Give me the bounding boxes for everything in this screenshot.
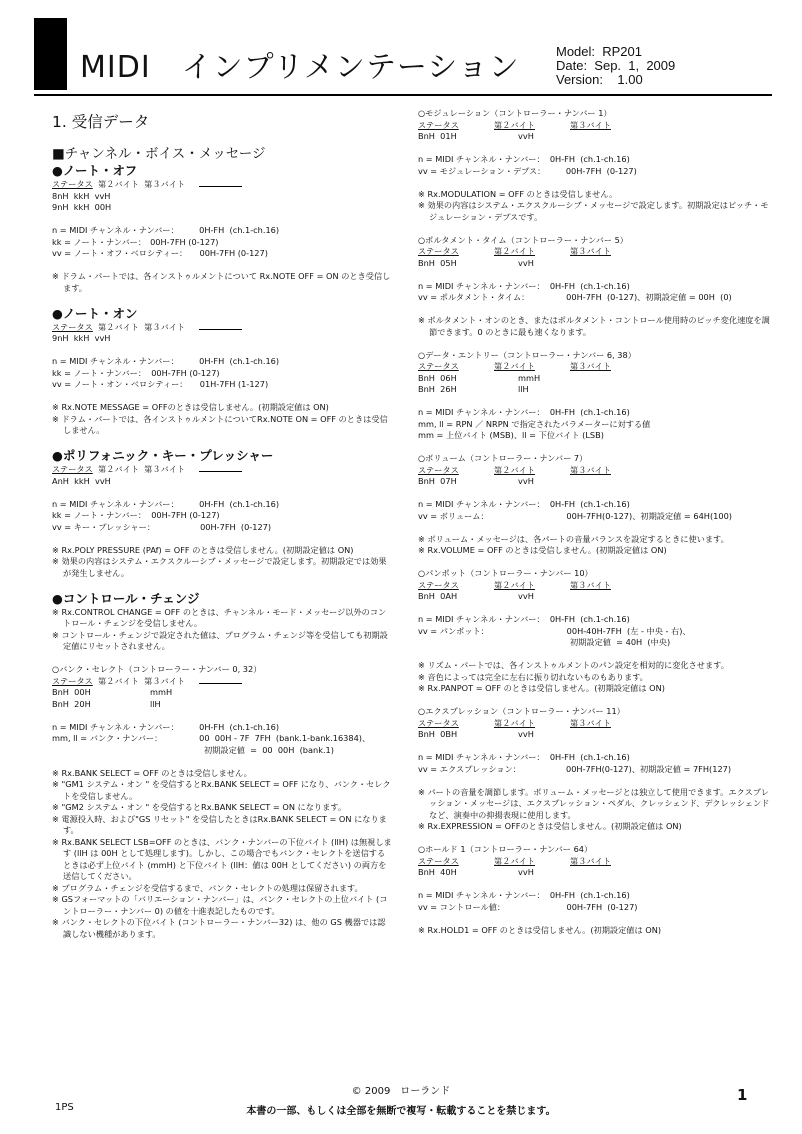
control-change-heading: ●コントロール・チェンジ: [52, 590, 200, 606]
portamento-heading: ○ポルタメント・タイム（コントローラー・ナンバー 5）: [418, 234, 628, 245]
param-n: n = MIDI チャンネル・ナンバー： 0H-FH (ch.1-ch.16): [52, 498, 280, 509]
note: ※ パートの音量を調節します。ボリューム・メッセージとは独立して使用できます。エクスプレッション・メッセージは、エクスプレッション・ペダル、クレッシェンド、デクレッシェンドなど、演奏中の抑揚表現に使用します。: [418, 786, 770, 820]
note: ※ バンク・セレクトの下位バイト (コントローラー・ナンバー32) は、他の GS 機器では認識しない機種があります。: [52, 917, 386, 939]
message-bytes: BnH 05H: [418, 257, 457, 268]
note: ※ ボリューム・メッセージは、各パートの音量バランスを設定するときに使います。: [418, 533, 729, 544]
param-vv: vv = キー・プレッシャー： 00H-7FH (0-127): [52, 521, 272, 532]
note: ※ 効果の内容はシステム・エクスクルーシブ・メッセージで設定します。初期設定はピッチ・モジュレーション・デプスです。: [418, 200, 769, 222]
note: ※ Rx.BANK SELECT LSB=OFF のときは、バンク・ナンバーの下位バイト (llH) は無視します (llH は 00H として処理します)。しかし、この場合でもバンク・セレクトを送信するときは必ず上位バイト (mmH) と下位バイト (llH：値は 00H としてください) の両方を送信してください。: [52, 836, 392, 881]
message-value: vvH: [518, 729, 534, 739]
expression-heading: ○エクスプレッション（コントローラー・ナンバー 11）: [418, 706, 625, 716]
byte2-label: 第２バイト: [494, 119, 535, 130]
byte3-label: 第３バイト: [144, 321, 186, 332]
byte2-label: 第２バイト: [98, 464, 139, 474]
underline-blank: [199, 464, 242, 472]
note: ※ Rx.BANK SELECT = OFF のときは受信しません。: [52, 767, 252, 778]
param-default: 初期設定値 = 00 00H (bank.1): [204, 744, 334, 755]
param-vv: vv = モジュレーション・デプス： 00H-7FH (0-127): [418, 165, 637, 176]
param-vv: vv = ポルタメント・タイム： 00H-7FH (0-127)、初期設定値 = 00H (0): [418, 292, 732, 302]
message-row: AnH kkH vvH: [52, 475, 111, 486]
param-n: n = MIDI チャンネル・ナンバー： 0H-FH (ch.1-ch.16): [418, 499, 630, 509]
note: ※ Rx.PANPOT = OFF のときは受信しません。(初期設定値は ON): [418, 683, 665, 693]
message-bytes: BnH 0AH: [418, 591, 458, 601]
status-header-row: [418, 580, 772, 592]
status-header-row: [418, 120, 772, 132]
param-n: n = MIDI チャンネル・ナンバー： 0H-FH (ch.1-ch.16): [418, 752, 630, 762]
status-header-row: [418, 246, 772, 258]
doc-code: 1PS: [55, 1102, 74, 1113]
message-row: [52, 687, 392, 699]
param-n: n = MIDI チャンネル・ナンバー： 0H-FH (ch.1-ch.16): [418, 407, 630, 417]
param-n: n = MIDI チャンネル・ナンバー： 0H-FH (ch.1-ch.16): [418, 280, 630, 291]
version-line: Version: 1.00: [556, 72, 643, 87]
message-row: [418, 384, 772, 396]
param-vv: vv = エクスプレッション： 00H-7FH(0-127)、初期設定値 = 7FH(127): [418, 763, 732, 774]
note: ※ "GM1 システム・オン " を受信するとRx.BANK SELECT = OFF になり、バンク・セレクトを受信しません。: [52, 779, 391, 801]
underline-blank: [199, 676, 242, 684]
message-row: [418, 729, 772, 741]
message-row: [418, 373, 772, 385]
message-bytes: BnH 00H: [52, 687, 91, 697]
note: ※ Rx.EXPRESSION = OFFのときは受信しません。(初期設定値は ON): [418, 821, 682, 831]
message-bytes: BnH 07H: [418, 476, 457, 486]
note: ※ ドラム・パートでは、各インストゥルメントについて Rx.NOTE OFF = ON のとき受信します。: [52, 271, 391, 293]
byte3-label: 第３バイト: [144, 464, 186, 474]
message-value: mmH: [150, 687, 173, 697]
status-label: ステータス: [418, 579, 459, 590]
panpot-heading: ○パンポット（コントローラー・ナンバー 10）: [418, 568, 593, 578]
message-value: vvH: [518, 131, 534, 141]
byte2-label: 第２バイト: [98, 179, 139, 189]
param-n: n = MIDI チャンネル・ナンバー： 0H-FH (ch.1-ch.16): [418, 154, 630, 164]
message-row: 9nH kkH vvH: [52, 333, 111, 343]
copy-notice: 本書の一部、もしくは全部を無断で複写・転載することを禁じます。: [246, 1106, 556, 1117]
byte3-label: 第３バイト: [570, 579, 611, 590]
byte2-label: 第２バイト: [494, 361, 535, 371]
status-label: ステータス: [418, 246, 459, 256]
status-label: ステータス: [418, 464, 459, 475]
underline-blank: [199, 322, 242, 330]
hold-heading: ○ホールド 1（コントローラー・ナンバー 64）: [418, 844, 593, 854]
header-black-bar: [34, 18, 67, 90]
byte2-label: 第２バイト: [494, 855, 535, 866]
status-label: ステータス: [52, 179, 93, 189]
note: ※ "GM2 システム・オン " を受信するとRx.BANK SELECT = ON になります。: [52, 802, 347, 812]
message-row: [418, 476, 772, 488]
param-default: 初期設定値 = 40H (中央): [570, 637, 671, 647]
note: ※ GSフォーマットの「バリエーション・ナンバー」は、バンク・セレクトの上位バイト (コントローラー・ナンバー 0) の値を十進表記したものです。: [52, 894, 388, 916]
message-bytes: BnH 40H: [418, 867, 457, 877]
byte3-label: 第３バイト: [570, 464, 611, 475]
data-entry-heading: ○データ・エントリー（コントローラー・ナンバー 6, 38）: [418, 349, 636, 360]
param-vv: vv = ノート・オン・ベロシティー： 01H-7FH (1-127): [52, 379, 269, 389]
param-vv: vv = ノート・オフ・ベロシティー： 00H-7FH (0-127): [52, 248, 268, 258]
param-vv: vv = ボリューム： 00H-7FH(0-127)、初期設定値 = 64H(100): [418, 510, 732, 521]
message-bytes: BnH 0BH: [418, 729, 458, 739]
byte3-label: 第３バイト: [144, 675, 186, 686]
note: ※ ポルタメント・オンのとき、またはポルタメント・コントロール使用時のピッチ変化速度を調節できます。0 のときに最も速くなります。: [418, 315, 770, 337]
date-line: Date: Sep. 1, 2009: [556, 58, 676, 73]
byte3-label: 第３バイト: [570, 246, 611, 256]
status-label: ステータス: [52, 464, 93, 474]
message-value: mmH: [518, 372, 541, 383]
param-mm: mm, ll = バンク・ナンバー： 00 00H - 7F 7FH (bank.1-bank.16384)、: [52, 733, 371, 743]
message-row: [52, 699, 392, 711]
status-header-row: [52, 464, 392, 476]
message-row: [418, 258, 772, 270]
message-row: [418, 591, 772, 603]
param-vv: vv = コントロール値： 00H-7FH (0-127): [418, 901, 638, 912]
status-header-row: [418, 361, 772, 373]
poly-pressure-heading: ●ポリフォニック・キー・プレッシャー: [52, 448, 274, 463]
section-heading: 1. 受信データ: [52, 113, 150, 131]
byte2-label: 第２バイト: [98, 321, 139, 332]
status-header-row: [418, 465, 772, 477]
note: ※ ドラム・パートでは、各インストゥルメントについてRx.NOTE ON = OFF のときは受信しません。: [52, 413, 388, 435]
param-mm-detail: mm = 上位バイト (MSB)、ll = 下位バイト (LSB): [418, 430, 604, 440]
status-label: ステータス: [52, 675, 93, 686]
subsection-heading: ■チャンネル・ボイス・メッセージ: [52, 146, 266, 162]
byte2-label: 第２バイト: [494, 246, 535, 256]
byte2-label: 第２バイト: [98, 675, 139, 686]
param-vv: vv = パンポット： 00H-40H-7FH (左 - 中央 - 右)、: [418, 625, 691, 636]
note-off-heading: ●ノート・オフ: [52, 163, 138, 178]
byte3-label: 第３バイト: [570, 361, 611, 371]
status-label: ステータス: [418, 119, 459, 130]
note-on-heading: ●ノート・オン: [52, 305, 138, 321]
status-header-row: [52, 322, 392, 334]
copyright: © 2009 ローランド: [351, 1086, 451, 1097]
message-row: [418, 131, 772, 143]
header-rule: [34, 94, 772, 96]
note: ※ コントロール・チェンジで設定された値は、プログラム・チェンジ等を受信しても初期設定値にリセットされません。: [52, 629, 388, 651]
status-label: ステータス: [52, 321, 93, 332]
message-row: 9nH kkH 00H: [52, 202, 112, 212]
message-bytes: BnH 20H: [52, 698, 91, 709]
note: ※ 音色によっては完全に左右に振り切れないものもあります。: [418, 671, 648, 682]
note: ※ Rx.CONTROL CHANGE = OFF のときは、チャンネル・モード・メッセージ以外のコントロール・チェンジを受信しません。: [52, 606, 387, 628]
page-title: MIDI インプリメンテーション: [80, 50, 520, 85]
message-value: llH: [150, 698, 161, 709]
param-n: n = MIDI チャンネル・ナンバー： 0H-FH (ch.1-ch.16): [52, 225, 280, 235]
message-value: vvH: [518, 591, 534, 601]
underline-blank: [199, 179, 242, 187]
model-info: [556, 45, 675, 87]
status-header-row: [418, 718, 772, 730]
modulation-heading: ○モジュレーション（コントローラー・ナンバー 1）: [418, 108, 612, 118]
note: ※ Rx.HOLD1 = OFF のときは受信しません。(初期設定値は ON): [418, 924, 662, 935]
param-n: n = MIDI チャンネル・ナンバー： 0H-FH (ch.1-ch.16): [52, 721, 280, 732]
param-kk: kk = ノート・ナンバー： 00H-7FH (0-127): [52, 367, 220, 378]
byte3-label: 第３バイト: [570, 119, 611, 130]
param-kk: kk = ノート・ナンバー： 00H-7FH (0-127): [52, 236, 219, 247]
message-row: 8nH kkH vvH: [52, 190, 111, 201]
volume-heading: ○ボリューム（コントローラー・ナンバー 7）: [418, 453, 588, 463]
message-value: vvH: [518, 257, 534, 268]
byte3-label: 第３バイト: [144, 179, 186, 189]
status-header-row: [418, 856, 772, 868]
message-value: vvH: [518, 867, 534, 877]
status-label: ステータス: [418, 717, 459, 728]
param-mm: mm, ll = RPN ／ NRPN で指定されたパラメーターに対する値: [418, 418, 651, 429]
status-header-row: [52, 179, 392, 191]
status-label: ステータス: [418, 855, 459, 866]
message-bytes: BnH 06H: [418, 372, 457, 383]
message-row: [418, 867, 772, 879]
message-value: vvH: [518, 476, 534, 486]
note: ※ Rx.POLY PRESSURE (PAf) = OFF のときは受信しません。(初期設定値は ON): [52, 544, 354, 555]
bank-select-heading: ○バンク・セレクト（コントローラー・ナンバー 0, 32）: [52, 664, 262, 674]
left-column: [52, 108, 392, 940]
param-n: n = MIDI チャンネル・ナンバー： 0H-FH (ch.1-ch.16): [52, 356, 280, 366]
param-n: n = MIDI チャンネル・ナンバー： 0H-FH (ch.1-ch.16): [418, 614, 630, 624]
page-number: 1: [737, 1086, 748, 1104]
note: ※ 効果の内容はシステム・エクスクルーシブ・メッセージで設定します。初期設定では効果が発生しません。: [52, 556, 387, 578]
message-bytes: BnH 26H: [418, 384, 457, 394]
model-line: Model: RP201: [556, 44, 642, 59]
note: ※ プログラム・チェンジを受信するまで、バンク・セレクトの処理は保留されます。: [52, 882, 363, 893]
byte2-label: 第２バイト: [494, 579, 535, 590]
param-kk: kk = ノート・ナンバー： 00H-7FH (0-127): [52, 510, 220, 520]
param-n: n = MIDI チャンネル・ナンバー： 0H-FH (ch.1-ch.16): [418, 890, 630, 900]
note: ※ Rx.NOTE MESSAGE = OFFのときは受信しません。(初期設定値は ON): [52, 402, 329, 412]
note: ※ Rx.MODULATION = OFF のときは受信しません。: [418, 188, 618, 199]
note: ※ 電源投入時、および"GS リセット" を受信したときはRx.BANK SELECT = ON になります。: [52, 813, 387, 835]
note: ※ Rx.VOLUME = OFF のときは受信しません。(初期設定値は ON): [418, 545, 667, 555]
note: ※ リズム・パートでは、各インストゥルメントのパン設定を相対的に変化させます。: [418, 660, 729, 670]
message-bytes: BnH 01H: [418, 131, 457, 141]
status-header-row: [52, 676, 392, 688]
byte2-label: 第２バイト: [494, 464, 535, 475]
byte3-label: 第３バイト: [570, 717, 611, 728]
byte3-label: 第３バイト: [570, 855, 611, 866]
byte2-label: 第２バイト: [494, 717, 535, 728]
message-value: llH: [518, 384, 529, 394]
status-label: ステータス: [418, 361, 459, 371]
right-column: [418, 108, 772, 936]
